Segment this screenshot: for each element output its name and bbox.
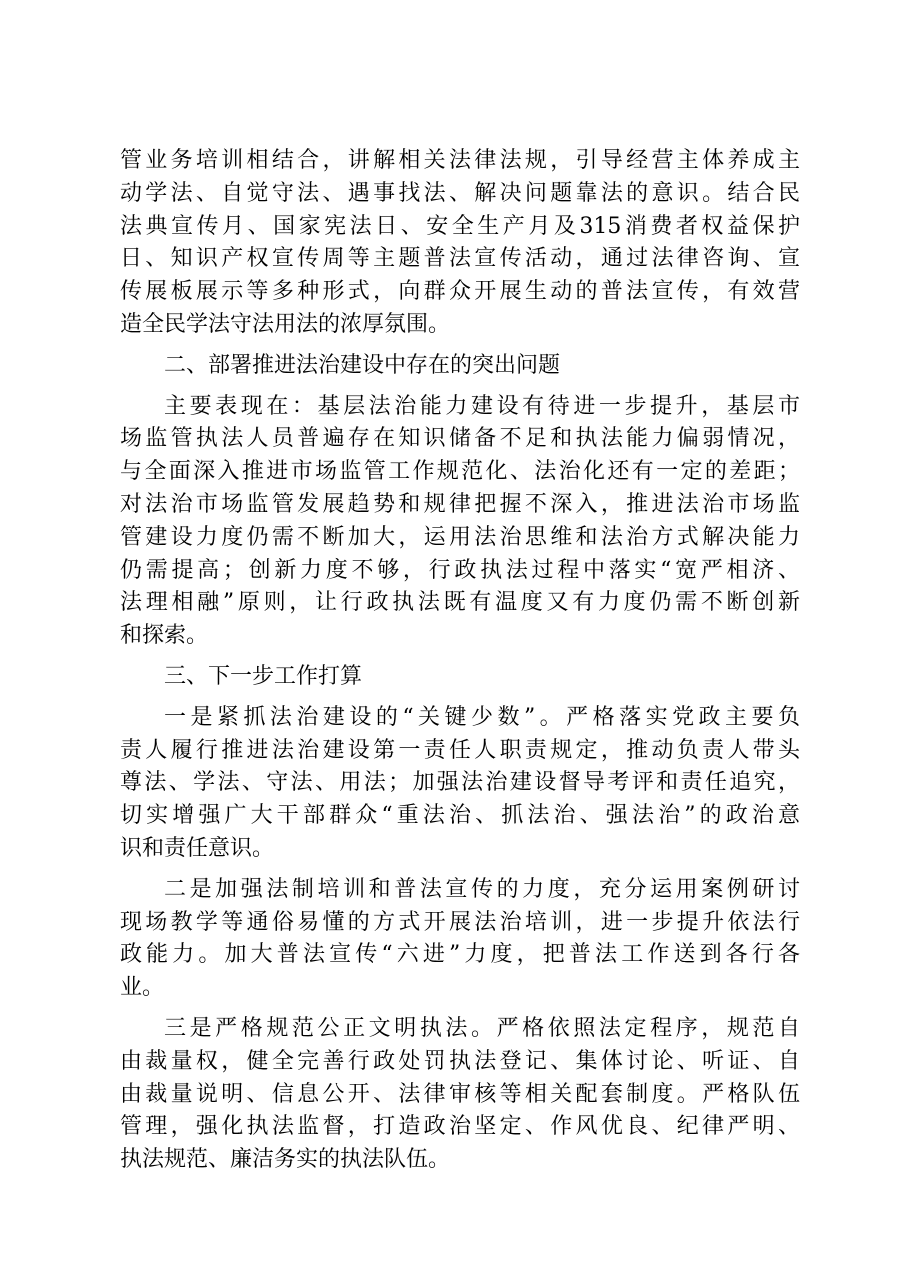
- text-line: 造全民学法守法用法的浓厚氛围。: [120, 311, 451, 337]
- text-line: 管理，强化执法监督，打造政治坚定、作风优良、纪律严明、: [120, 1114, 800, 1140]
- text-line: 主要表现在：基层法治能力建设有待进一步提升，基层市: [164, 393, 800, 419]
- text-line: 对法治市场监管发展趋势和规律把握不深入，推进法治市场监: [120, 491, 800, 517]
- paragraph-enforcement: [120, 1013, 800, 1177]
- text-line: 三是严格规范公正文明执法。严格依照法定程序，规范自: [164, 1015, 800, 1041]
- text-line: 传展板展示等多种形式，向群众开展生动的普法宣传，有效营: [120, 279, 800, 305]
- text-line: 责人履行推进法治建设第一责任人职责规定，推动负责人带头: [120, 737, 800, 763]
- text-line: 现场教学等通俗易懂的方式开展法治培训，进一步提升依法行: [120, 909, 800, 935]
- text-line: 管业务培训相结合，讲解相关法律法规，引导经营主体养成主: [120, 148, 800, 173]
- text-line: 动学法、自觉守法、遇事找法、解决问题靠法的意识。结合民: [120, 180, 800, 206]
- paragraph-problems: [120, 391, 800, 653]
- text-line: 法典宣传月、国家宪法日、安全生产月及315消费者权益保护: [120, 213, 800, 239]
- text-line: 管建设力度仍需不断加大，运用法治思维和法治方式解决能力: [120, 524, 800, 550]
- text-line: 政能力。加大普法宣传“六进”力度，把普法工作送到各行各: [120, 942, 800, 968]
- text-line: 执法规范、廉洁务实的执法队伍。: [120, 1147, 451, 1173]
- text-line: 切实增强广大干部群众“重法治、抓法治、强法治”的政治意: [120, 803, 800, 829]
- text-line: 仍需提高；创新力度不够，行政执法过程中落实“宽严相济、: [120, 557, 800, 583]
- text-line: 场监管执法人员普遍存在知识储备不足和执法能力偏弱情况，: [120, 426, 800, 452]
- text-line: 业。: [120, 975, 165, 1001]
- text-line: 和探索。: [120, 623, 209, 649]
- paragraph-key-minority: [120, 702, 800, 866]
- text-line: 与全面深入推进市场监管工作规范化、法治化还有一定的差距；: [120, 459, 800, 485]
- paragraph-intro-continuation: [120, 145, 800, 342]
- text-line: 日、知识产权宣传周等主题普法宣传活动，通过法律咨询、宣: [120, 246, 800, 272]
- text-line: 一是紧抓法治建设的“关键少数”。严格落实党政主要负: [164, 704, 800, 730]
- document-page: [120, 145, 800, 1177]
- section-heading-problems: 二、部署推进法治建设中存在的突出问题: [164, 352, 561, 378]
- section-heading-next-steps: 三、下一步工作打算: [164, 663, 363, 689]
- text-line: 尊法、学法、守法、用法；加强法治建设督导考评和责任追究，: [120, 770, 800, 796]
- paragraph-training: [120, 874, 800, 1005]
- text-line: 由裁量权，健全完善行政处罚执法登记、集体讨论、听证、自: [120, 1048, 800, 1074]
- text-line: 二是加强法制培训和普法宣传的力度，充分运用案例研讨: [164, 876, 800, 902]
- text-line: 由裁量说明、信息公开、法律审核等相关配套制度。严格队伍: [120, 1081, 800, 1107]
- text-line: 识和责任意识。: [120, 835, 275, 861]
- text-line: 法理相融”原则，让行政执法既有温度又有力度仍需不断创新: [120, 590, 800, 616]
